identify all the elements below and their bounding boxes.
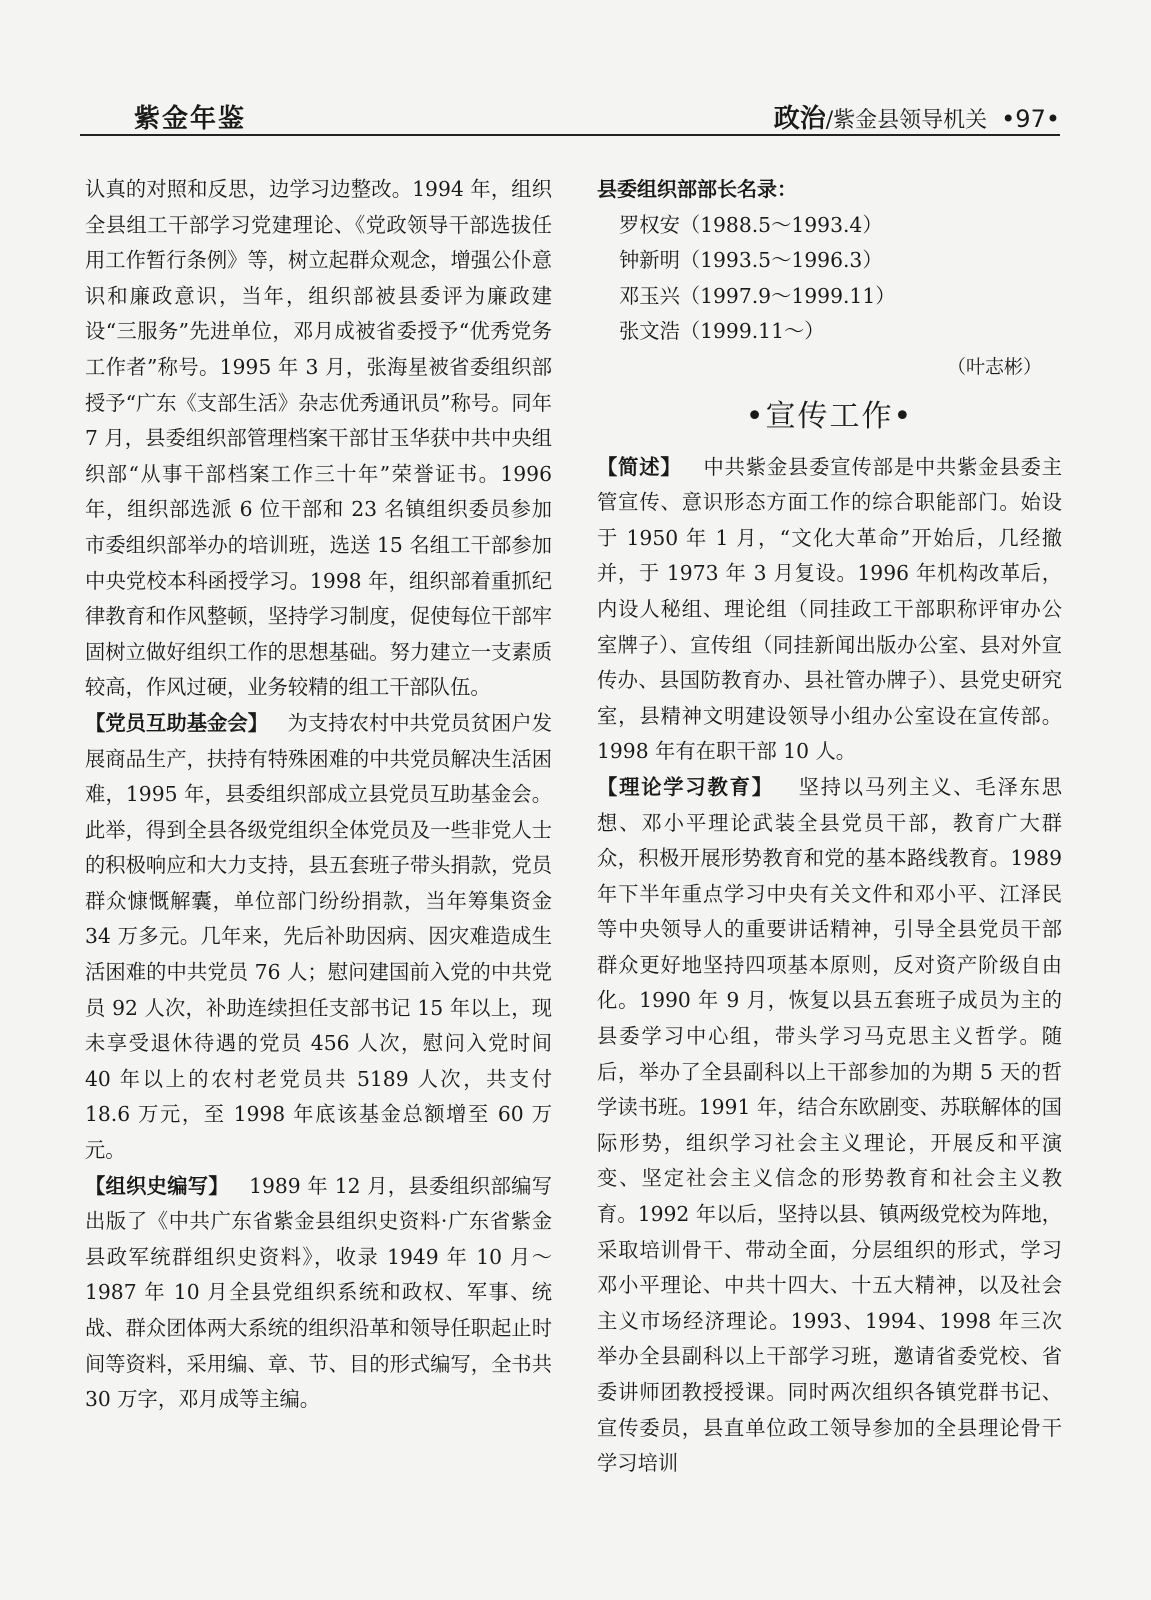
- history-text: 1989 年 12 月，县委组织部编写出版了《中共广东省紫金县组织史资料·广东省紫金县政军统群组织史资料》，收录 1949 年 10 月～1987 年 10 月全县党组织系统和政权、军事、统战、群众团体两大系统的组织沿革和领导任职起止时间等资料，采用编、章、节、目的形式编写，全书共 30 万字，邓月成等主编。: [85, 1173, 552, 1412]
- paragraph-theory: [597, 770, 1062, 1482]
- paragraph-history: [85, 1169, 552, 1418]
- left-column: [85, 172, 552, 1418]
- roster-item: 邓玉兴（1997.9～1999.11）: [619, 283, 896, 308]
- paragraph-summary: [597, 450, 1062, 770]
- roster-item: 罗权安（1988.5～1993.4）: [619, 212, 883, 237]
- section-name: 政治: [773, 104, 826, 134]
- paragraph-continuation: 认真的对照和反思，边学习边整改。1994 年，组织全县组工干部学习党建理论、《党政领导干部选拔任用工作暂行条例》等，树立起群众观念，增强公仆意识和廉政意识，当年，组织部被县委评为廉政建设“三服务”先进单位，邓月成被省委授予“优秀党务工作者”称号。1995 年 3 月，张海星被省委组织部授予“广东《支部生活》杂志优秀通讯员”称号。同年 7 月，县委组织部管理档案干部甘玉华获中共中央组织部“从事干部档案工作三十年”荣誉证书。1996 年，组织部选派 6 位干部和 23 名镇组织委员参加市委组织部举办的培训班，选送 15 名组工干部参加中央党校本科函授学习。1998 年，组织部着重抓纪律教育和作风整顿，坚持学习制度，促使每位干部牢固树立做好组织工作的思想基础。努力建立一支素质较高，作风过硬，业务较精的组工干部队伍。: [85, 177, 552, 700]
- theory-label: 【理论学习教育】: [597, 774, 774, 799]
- page-header: [80, 96, 1060, 136]
- fund-text: 为支持农村中共党员贫困户发展商品生产，扶持有特殊困难的中共党员解决生活困难，1995 年，县委组织部成立县党员互助基金会。此举，得到全县各级党组织全体党员及一些非党人士的积极响应和大力支持，县五套班子带头捐款，党员群众慷慨解囊，单位部门纷纷捐款，当年筹集资金 34 万多元。几年来，先后补助因病、因灾难造成生活困难的中共党员 76 人；慰问建国前入党的中共党员 92 人次，补助连续担任支部书记 15 年以上，现未享受退休待遇的党员 456 人次，慰问入党时间 40 年以上的农村老党员共 5189 人次，共支付 18.6 万元，至 1998 年底该基金总额增至 60 万元。: [85, 710, 552, 1163]
- paragraph-fund: [85, 706, 552, 1169]
- roster-title: 县委组织部部长名录：: [597, 177, 797, 201]
- section-title: •宣传工作•: [745, 398, 914, 434]
- author-credit: （叶志彬）: [946, 355, 1042, 378]
- roster-item: 张文浩（1999.11～）: [619, 319, 825, 344]
- fund-label: 【党员互助基金会】: [85, 710, 269, 735]
- subsection-name: /紫金县领导机关: [825, 108, 988, 133]
- summary-text: 中共紫金县委宣传部是中共紫金县委主管宣传、意识形态方面工作的综合职能部门。始设于 1950 年 1 月，“文化大革命”开始后，几经撤并，于 1973 年 3 月复设。1996 年机构改革后，内设人秘组、理论组（同挂政工干部职称评审办公室牌子）、宣传组（同挂新闻出版办公室、县对外宣传办、县国防教育办、县社管办牌子）、县党史研究室，县精神文明建设领导小组办公室设在宣传部。1998 年有在职干部 10 人。: [597, 454, 1062, 764]
- history-label: 【组织史编写】: [85, 1173, 229, 1198]
- right-column: [597, 172, 1062, 1482]
- summary-label: 【简述】: [597, 454, 682, 479]
- header-rule: [80, 134, 1060, 136]
- theory-text: 坚持以马列主义、毛泽东思想、邓小平理论武装全县党员干部，教育广大群众，积极开展形势教育和党的基本路线教育。1989 年下半年重点学习中央有关文件和邓小平、江泽民等中央领导人的重要讲话精神，引导全县党员干部群众更好地坚持四项基本原则，反对资产阶级自由化。1990 年 9 月，恢复以县五套班子成员为主的县委学习中心组，带头学习马克思主义哲学。随后，举办了全县副科以上干部参加的为期 5 天的哲学读书班。1991 年，结合东欧剧变、苏联解体的国际形势，组织学习社会主义理论，开展反和平演变、坚定社会主义信念的形势教育和社会主义教育。1992 年以后，坚持以县、镇两级党校为阵地，采取培训骨干、带动全面，分层组织的形式，学习邓小平理论、中共十四大、十五大精神，以及社会主义市场经济理论。1993、1994、1998 年三次举办全县副科以上干部学习班，邀请省委党校、省委讲师团教授授课。同时两次组织各镇党群书记、宣传委员，县直单位政工领导参加的全县理论骨干学习培训: [597, 774, 1062, 1476]
- page-number: •97•: [1001, 105, 1060, 133]
- roster-item: 钟新明（1993.5～1996.3）: [619, 248, 883, 273]
- yearbook-title: 紫金年鉴: [134, 104, 247, 134]
- section-heading: [774, 98, 1060, 135]
